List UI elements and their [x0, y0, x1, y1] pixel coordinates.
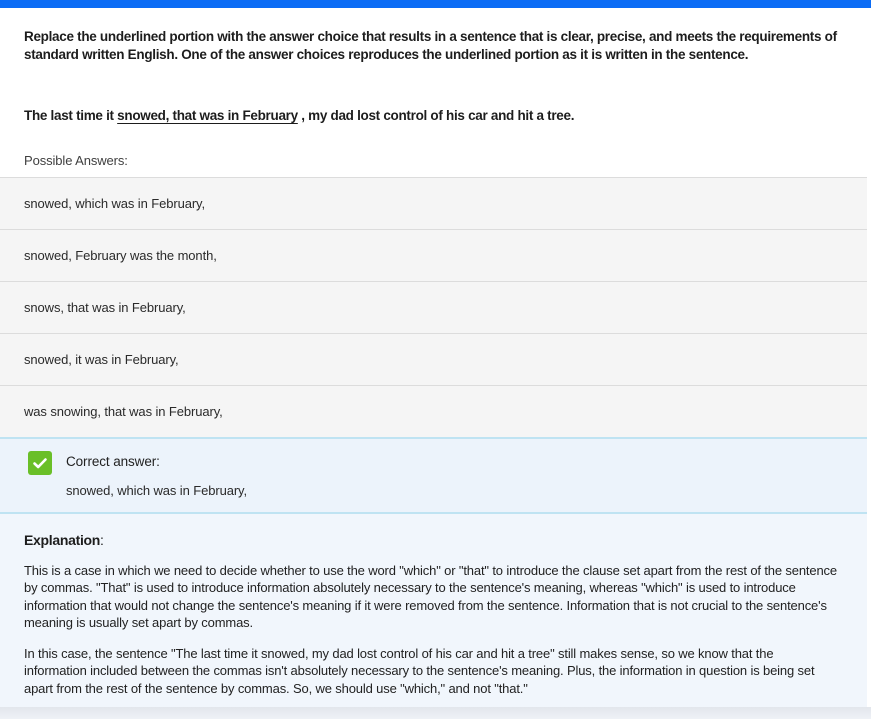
- correct-answer-section: [0, 437, 867, 512]
- checkmark-icon: [28, 451, 52, 475]
- answer-option-label: snowed, which was in February,: [24, 196, 206, 211]
- question-sentence: [24, 107, 843, 124]
- question-instructions: Replace the underlined portion with the answer choice that results in a sentence that is clear, precise, and meets the requirements of standard written English. One of the answer choices reproduces the underlined portion as it is written in the sentence.: [24, 29, 837, 62]
- answer-option-3[interactable]: [0, 281, 867, 333]
- answer-option-label: snowed, it was in February,: [24, 352, 179, 367]
- sentence-suffix: , my dad lost control of his car and hit a tree.: [297, 108, 575, 123]
- answer-option-4[interactable]: [0, 333, 867, 385]
- question-block: [0, 8, 867, 177]
- explanation-paragraph-2: In this case, the sentence "The last time it snowed, my dad lost control of his car and hit a tree" still makes sense, so we know that the information included between the commas isn't absolutely necessary to the sentence's meaning. Plus, the information in question is being set apart from the rest of the sentence by commas. So, we should use "which," and not "that.": [24, 646, 815, 696]
- sentence-underlined-portion: snowed, that was in February: [117, 108, 298, 123]
- correct-answer-text: [66, 451, 247, 498]
- sentence-prefix: The last time it: [24, 108, 118, 123]
- explanation-heading-text: Explanation: [24, 532, 101, 548]
- answer-option-1[interactable]: [0, 177, 867, 229]
- answer-option-label: snowed, February was the month,: [24, 248, 217, 263]
- possible-answers-label: Possible Answers:: [24, 153, 128, 168]
- question-page: [0, 8, 867, 707]
- correct-answer-value: snowed, which was in February,: [66, 483, 248, 498]
- answer-option-label: snows, that was in February,: [24, 300, 186, 315]
- answer-option-2[interactable]: [0, 229, 867, 281]
- explanation-paragraph-1: This is a case in which we need to decide whether to use the word "which" or "that" to introduce the clause set apart from the rest of the sentence by commas. "That" is used to introduce information absolutely necessary to the sentence's meaning, whereas "which" is used to introduce information that would not change the sentence's meaning if it were removed from the sentence. Information that is not crucial to the sentence's meaning is usually set apart by commas.: [24, 563, 837, 630]
- explanation-heading: [24, 532, 841, 548]
- explanation-heading-colon: :: [100, 532, 104, 548]
- top-accent-bar: [0, 0, 871, 8]
- answer-option-5[interactable]: [0, 385, 867, 437]
- answer-option-label: was snowing, that was in February,: [24, 404, 223, 419]
- explanation-section: [0, 512, 867, 707]
- correct-answer-label: Correct answer:: [66, 454, 160, 469]
- next-card-edge: [0, 707, 871, 719]
